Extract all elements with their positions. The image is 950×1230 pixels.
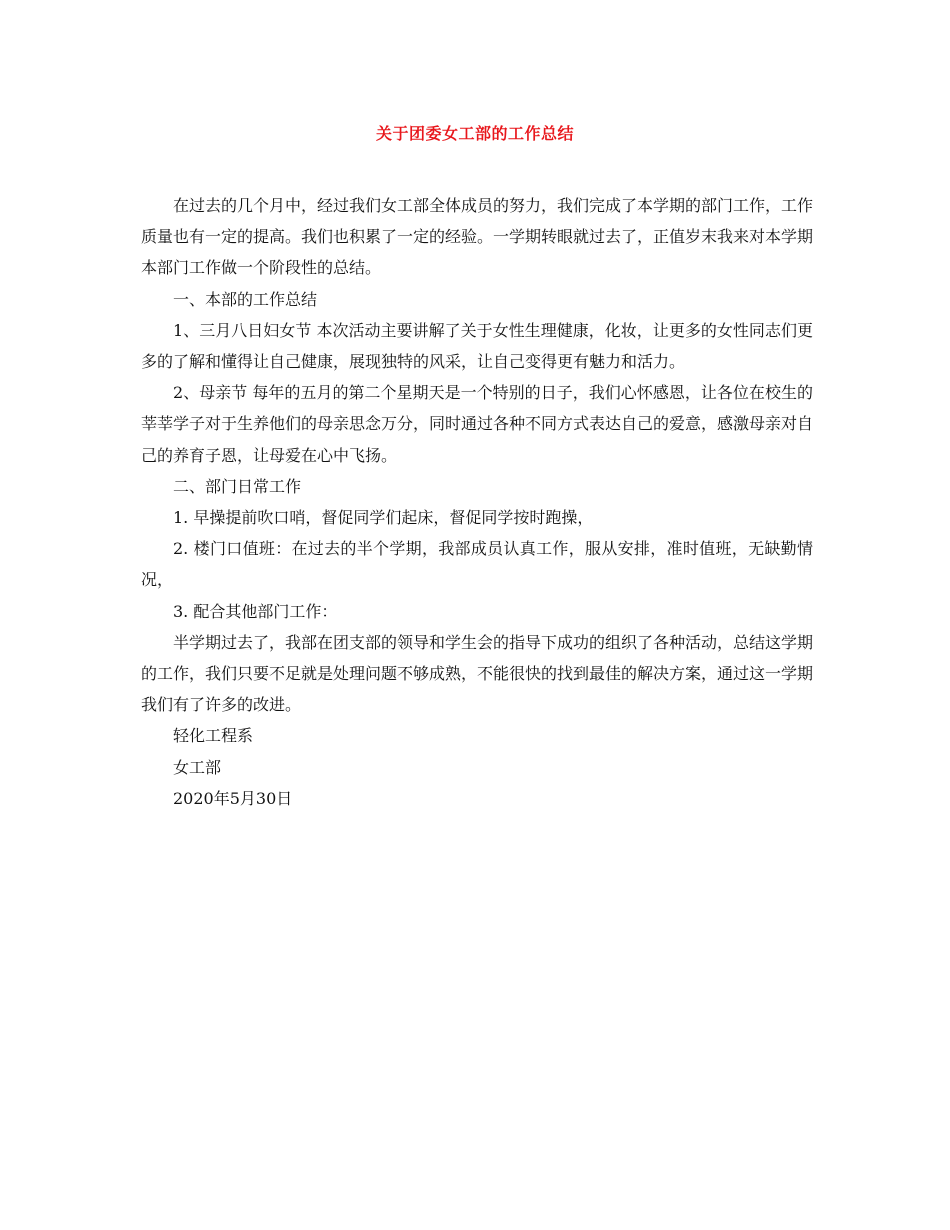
- section-heading-summary: 一、本部的工作总结: [173, 289, 318, 309]
- item-morning-exercise: 1. 早操提前吹口哨，督促同学们起床，督促同学按时跑操，: [173, 508, 594, 528]
- page-title: 关于团委女工部的工作总结: [375, 124, 574, 143]
- section-heading-daily-work: 二、部门日常工作: [173, 476, 302, 496]
- item-door-duty: 2. 楼门口值班：在过去的半个学期，我部成员认真工作，服从安排，准时值班，无缺勤情况，: [141, 539, 813, 590]
- item-womens-day: 1、三月八日妇女节 本次活动主要讲解了关于女性生理健康，化妆，让更多的女性同志们更多的了解和懂得让自己健康，展现独特的风采，让自己变得更有魅力和活力。: [141, 320, 813, 372]
- signature-unit: 女工部: [173, 757, 222, 777]
- document-body: [141, 190, 813, 814]
- item-mothers-day: 2、母亲节 每年的五月的第二个星期天是一个特别的日子，我们心怀感恩，让各位在校生的莘莘学子对于生养他们的母亲思念万分，同时通过各种不同方式表达自己的爱意，感激母亲对自己的养育子恩，让母爱在心中飞扬。: [141, 383, 814, 465]
- signature-date: 2020年5月30日: [173, 788, 293, 808]
- item-cooperation: 3. 配合其他部门工作：: [173, 601, 338, 621]
- signature-department: 轻化工程系: [173, 726, 254, 746]
- intro-paragraph: 在过去的几个月中，经过我们女工部全体成员的努力，我们完成了本学期的部门工作，工作质量也有一定的提高。我们也积累了一定的经验。一学期转眼就过去了，正值岁末我来对本学期本部门工作做一个阶段性的总结。: [141, 196, 814, 278]
- conclusion-paragraph: 半学期过去了，我部在团支部的领导和学生会的指导下成功的组织了各种活动，总结这学期的工作，我们只要不足就是处理问题不够成熟，不能很快的找到最佳的解决方案，通过这一学期我们有了许多的改进。: [141, 632, 814, 715]
